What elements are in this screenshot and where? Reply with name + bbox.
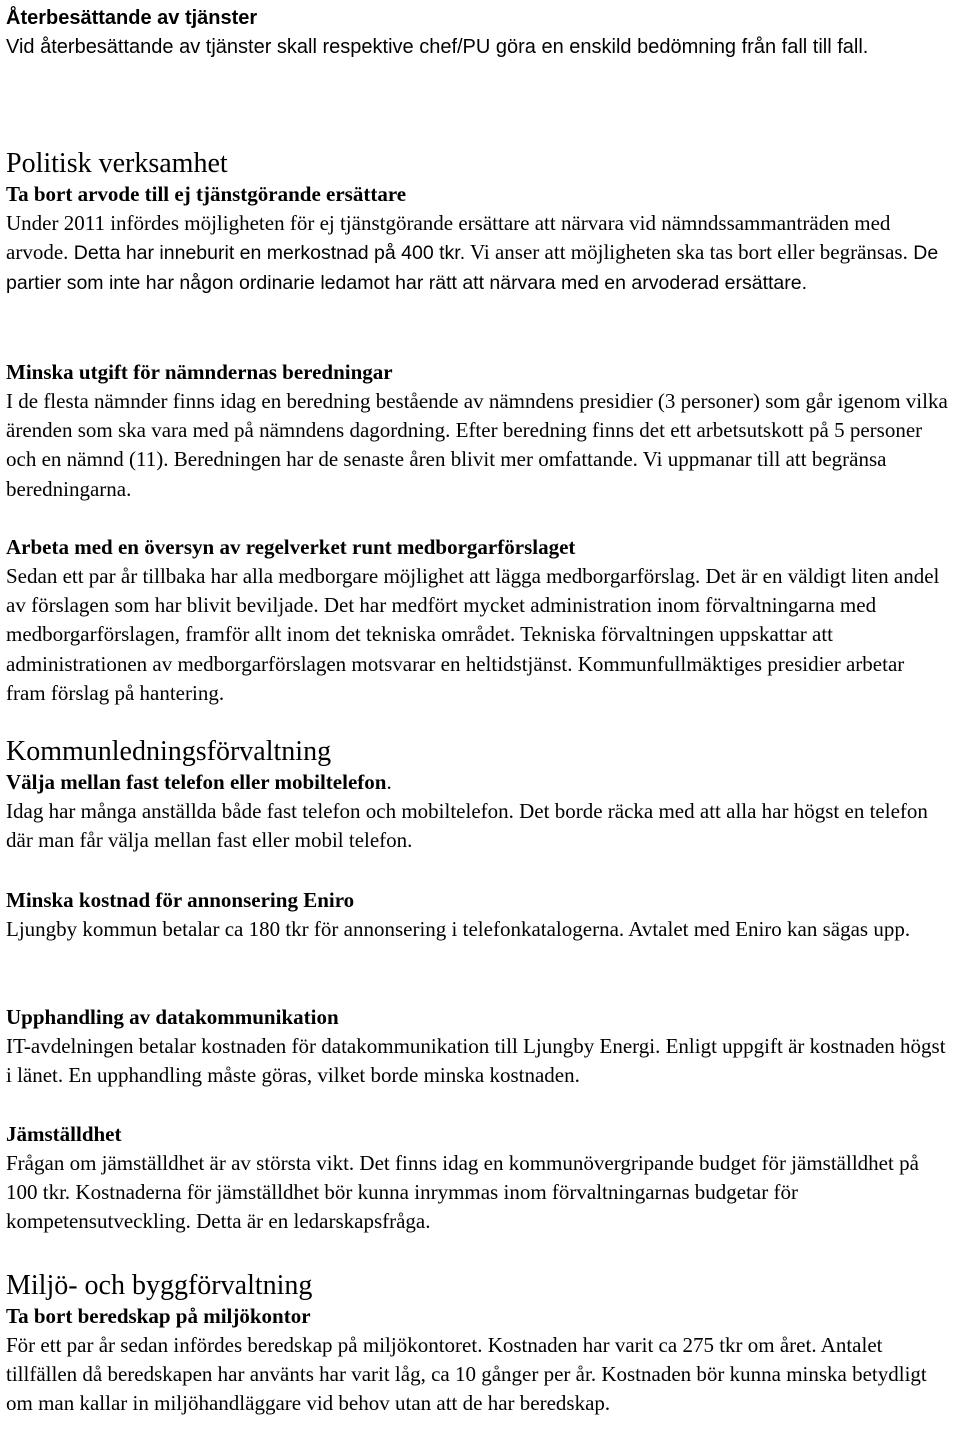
section-politisk-verksamhet xyxy=(6,148,948,299)
section-title: Kommunledningsförvaltning xyxy=(6,736,332,767)
subheading-dot: . xyxy=(386,770,392,794)
paragraph: Sedan ett par år tillbaka har alla medborgare möjlighet att lägga medborgarförslag. Det är en väldigt liten andel av förslagen som har blivit beviljade. Det har medfört mycket administration inom förvaltningarna med medborgarförslagen, framför allt inom det tekniska området. Tekniska förvaltningen uppskattar att administrationen av medborgarförslagen motsvarar en heltidstjänst. Kommunfullmäktiges presidier arbetar fram förslag på hantering. xyxy=(6,564,940,705)
section-medborgarforslag xyxy=(6,533,948,708)
subheading xyxy=(6,768,948,797)
section-title: Politisk verksamhet xyxy=(6,148,228,179)
section-jamstalldhet xyxy=(6,1120,948,1237)
subheading: Upphandling av datakommunikation xyxy=(6,1005,339,1029)
paragraph: IT-avdelningen betalar kostnaden för datakommunikation till Ljungby Energi. Enligt uppgift är kostnaden högst i länet. En upphandling måste göras, vilket borde minska kostnaden. xyxy=(6,1034,946,1088)
section-aterbesattande xyxy=(6,4,948,62)
paragraph-part: Detta har inneburit en merkostnad på 400 tkr. xyxy=(68,242,466,265)
section-title: Miljö- och byggförvaltning xyxy=(6,1270,313,1301)
paragraph: Frågan om jämställdhet är av största vikt. Det finns idag en kommunövergripande budget för jämställdhet på 100 tkr. Kostnaderna för jämställdhet bör kunna inrymmas inom förvaltningarnas budgetar för kompetensutveckling. Detta är en ledarskapsfråga. xyxy=(6,1151,919,1234)
paragraph: Idag har många anställda både fast telefon och mobiltelefon. Det borde räcka med att alla har högst en telefon där man får välja mellan fast eller mobil telefon. xyxy=(6,799,928,853)
section-datakommunikation xyxy=(6,1003,948,1090)
section-miljo-och-byggforvaltning xyxy=(6,1270,948,1419)
paragraph: Vid återbesättande av tjänster skall respektive chef/PU göra en enskild bedömning från fall till fall. xyxy=(6,36,869,58)
subheading: Minska utgift för nämndernas beredningar xyxy=(6,360,393,384)
subheading: Jämställdhet xyxy=(6,1122,122,1146)
paragraph: Ljungby kommun betalar ca 180 tkr för annonsering i telefonkatalogerna. Avtalet med Eniro kan sägas upp. xyxy=(6,917,911,941)
paragraph-part: Under 2011 infördes möjligheten för ej tjänstgörande ersättare att närvara vid nämndssammanträden med arvode. xyxy=(6,211,891,265)
paragraph: För ett par år sedan infördes beredskap på miljökontoret. Kostnaden har varit ca 275 tkr om året. Antalet tillfällen då beredskapen har använts har varit låg, ca 10 gånger per år. Kostnaden bör kunna minska betydligt om man kallar in miljöhandläggare vid behov utan att de har beredskap. xyxy=(6,1333,927,1416)
section-beredningar xyxy=(6,358,948,504)
subheading: Arbeta med en översyn av regelverket runt medborgarförslaget xyxy=(6,535,576,559)
subheading: Minska kostnad för annonsering Eniro xyxy=(6,888,355,912)
subheading: Ta bort arvode till ej tjänstgörande ersättare xyxy=(6,182,407,206)
paragraph-part: De partier som inte har någon ordinarie ledamot har rätt att närvara med en arvoderad ersättare. xyxy=(6,242,939,295)
section-kommunledningsforvaltning xyxy=(6,736,948,855)
paragraph-part: Vi anser att möjligheten ska tas bort eller begränsas. xyxy=(465,240,908,265)
paragraph xyxy=(6,209,948,299)
paragraph: I de flesta nämnder finns idag en beredning bestående av nämndens presidier (3 personer) som går igenom vilka ärenden som ska vara med på nämndens dagordning. Efter beredning finns det ett arbetsutskott på 5 personer och en nämnd (11). Beredningen har de senaste åren blivit mer omfattande. Vi uppmanar till att begränsa beredningarna. xyxy=(6,389,948,501)
subheading: Ta bort beredskap på miljökontor xyxy=(6,1304,311,1328)
section-eniro xyxy=(6,886,948,944)
subheading-text: Välja mellan fast telefon eller mobiltelefon xyxy=(6,770,387,794)
section-heading: Återbesättande av tjänster xyxy=(6,7,258,29)
